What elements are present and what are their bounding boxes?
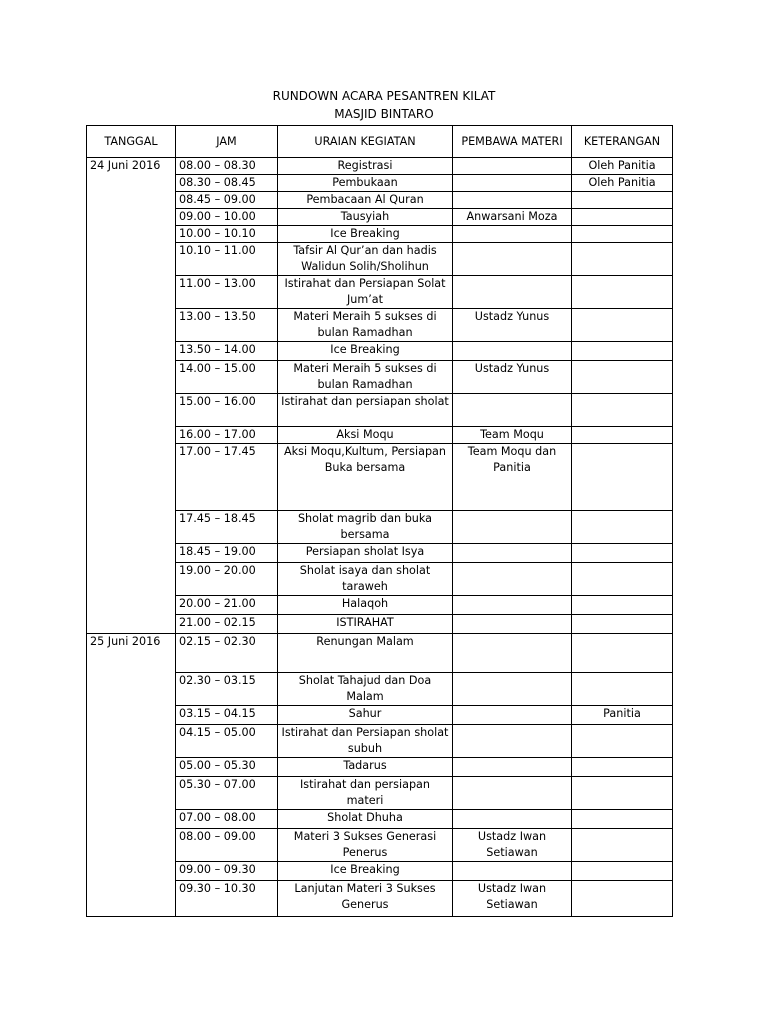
note-cell: Oleh Panitia — [572, 158, 673, 175]
presenter-cell: Ustadz Yunus — [453, 309, 572, 342]
presenter-cell: Ustadz Iwan Setiawan — [453, 881, 572, 917]
note-cell — [572, 615, 673, 634]
table-row — [87, 634, 673, 673]
activity-cell: Materi 3 Sukses Generasi Penerus — [278, 829, 453, 862]
header-time: JAM — [176, 126, 278, 158]
document-subtitle: MASJID BINTARO — [334, 107, 434, 121]
time-cell: 20.00 – 21.00 — [176, 596, 278, 615]
presenter-cell — [453, 777, 572, 810]
time-cell: 10.10 – 11.00 — [176, 243, 278, 276]
presenter-cell — [453, 394, 572, 427]
note-cell — [572, 725, 673, 758]
activity-cell: Tausyiah — [278, 209, 453, 226]
activity-cell: Pembukaan — [278, 175, 453, 192]
presenter-cell — [453, 511, 572, 544]
activity-cell: Halaqoh — [278, 596, 453, 615]
time-cell: 09.00 – 09.30 — [176, 862, 278, 881]
time-cell: 03.15 – 04.15 — [176, 706, 278, 725]
note-cell: Panitia — [572, 706, 673, 725]
activity-cell: Sholat Dhuha — [278, 810, 453, 829]
note-cell — [572, 758, 673, 777]
note-cell — [572, 276, 673, 309]
note-cell — [572, 634, 673, 673]
time-cell: 19.00 – 20.00 — [176, 563, 278, 596]
time-cell: 09.30 – 10.30 — [176, 881, 278, 917]
presenter-cell — [453, 563, 572, 596]
presenter-cell — [453, 862, 572, 881]
rundown-table — [86, 125, 673, 917]
note-cell — [572, 209, 673, 226]
time-cell: 02.15 – 02.30 — [176, 634, 278, 673]
activity-cell: Materi Meraih 5 sukses di bulan Ramadhan — [278, 361, 453, 394]
note-cell — [572, 777, 673, 810]
note-cell — [572, 427, 673, 444]
note-cell — [572, 596, 673, 615]
activity-cell: Sholat magrib dan buka bersama — [278, 511, 453, 544]
time-cell: 10.00 – 10.10 — [176, 226, 278, 243]
activity-cell: Ice Breaking — [278, 226, 453, 243]
presenter-cell — [453, 342, 572, 361]
time-cell: 21.00 – 02.15 — [176, 615, 278, 634]
activity-cell: Tadarus — [278, 758, 453, 777]
activity-cell: Renungan Malam — [278, 634, 453, 673]
note-cell — [572, 810, 673, 829]
note-cell — [572, 444, 673, 511]
presenter-cell — [453, 758, 572, 777]
presenter-cell: Anwarsani Moza — [453, 209, 572, 226]
time-cell: 08.00 – 09.00 — [176, 829, 278, 862]
header-presenter: PEMBAWA MATERI — [453, 126, 572, 158]
note-cell — [572, 881, 673, 917]
time-cell: 13.50 – 14.00 — [176, 342, 278, 361]
activity-cell: Ice Breaking — [278, 342, 453, 361]
header-activity: URAIAN KEGIATAN — [278, 126, 453, 158]
activity-cell: ISTIRAHAT — [278, 615, 453, 634]
time-cell: 16.00 – 17.00 — [176, 427, 278, 444]
activity-cell: Sahur — [278, 706, 453, 725]
presenter-cell — [453, 596, 572, 615]
note-cell — [572, 544, 673, 563]
note-cell — [572, 243, 673, 276]
presenter-cell — [453, 810, 572, 829]
activity-cell: Persiapan sholat Isya — [278, 544, 453, 563]
presenter-cell: Ustadz Iwan Setiawan — [453, 829, 572, 862]
activity-cell: Pembacaan Al Quran — [278, 192, 453, 209]
time-cell: 09.00 – 10.00 — [176, 209, 278, 226]
time-cell: 08.00 – 08.30 — [176, 158, 278, 175]
presenter-cell — [453, 192, 572, 209]
time-cell: 14.00 – 15.00 — [176, 361, 278, 394]
activity-cell: Tafsir Al Qur’an dan hadis Walidun Solih/Sholihun — [278, 243, 453, 276]
presenter-cell — [453, 226, 572, 243]
time-cell: 07.00 – 08.00 — [176, 810, 278, 829]
presenter-cell — [453, 175, 572, 192]
activity-cell: Ice Breaking — [278, 862, 453, 881]
presenter-cell — [453, 673, 572, 706]
note-cell — [572, 226, 673, 243]
time-cell: 17.45 – 18.45 — [176, 511, 278, 544]
note-cell — [572, 192, 673, 209]
time-cell: 02.30 – 03.15 — [176, 673, 278, 706]
time-cell: 05.00 – 05.30 — [176, 758, 278, 777]
time-cell: 11.00 – 13.00 — [176, 276, 278, 309]
activity-cell: Aksi Moqu,Kultum, Persiapan Buka bersama — [278, 444, 453, 511]
note-cell: Oleh Panitia — [572, 175, 673, 192]
presenter-cell — [453, 243, 572, 276]
time-cell: 15.00 – 16.00 — [176, 394, 278, 427]
note-cell — [572, 361, 673, 394]
presenter-cell — [453, 544, 572, 563]
presenter-cell: Team Moqu — [453, 427, 572, 444]
activity-cell: Lanjutan Materi 3 Sukses Generus — [278, 881, 453, 917]
note-cell — [572, 829, 673, 862]
time-cell: 13.00 – 13.50 — [176, 309, 278, 342]
presenter-cell — [453, 158, 572, 175]
presenter-cell: Team Moqu dan Panitia — [453, 444, 572, 511]
header-date: TANGGAL — [87, 126, 176, 158]
activity-cell: Istirahat dan Persiapan Solat Jum’at — [278, 276, 453, 309]
activity-cell: Istirahat dan persiapan materi — [278, 777, 453, 810]
presenter-cell — [453, 706, 572, 725]
activity-cell: Registrasi — [278, 158, 453, 175]
note-cell — [572, 511, 673, 544]
activity-cell: Sholat Tahajud dan Doa Malam — [278, 673, 453, 706]
note-cell — [572, 394, 673, 427]
header-note: KETERANGAN — [572, 126, 673, 158]
time-cell: 05.30 – 07.00 — [176, 777, 278, 810]
activity-cell: Istirahat dan persiapan sholat — [278, 394, 453, 427]
presenter-cell — [453, 634, 572, 673]
note-cell — [572, 862, 673, 881]
presenter-cell — [453, 615, 572, 634]
table-row — [87, 158, 673, 175]
presenter-cell: Ustadz Yunus — [453, 361, 572, 394]
time-cell: 17.00 – 17.45 — [176, 444, 278, 511]
presenter-cell — [453, 725, 572, 758]
time-cell: 04.15 – 05.00 — [176, 725, 278, 758]
note-cell — [572, 563, 673, 596]
note-cell — [572, 309, 673, 342]
activity-cell: Istirahat dan Persiapan sholat subuh — [278, 725, 453, 758]
activity-cell: Sholat isaya dan sholat taraweh — [278, 563, 453, 596]
date-cell: 24 Juni 2016 — [87, 158, 176, 634]
time-cell: 08.45 – 09.00 — [176, 192, 278, 209]
time-cell: 08.30 – 08.45 — [176, 175, 278, 192]
activity-cell: Aksi Moqu — [278, 427, 453, 444]
activity-cell: Materi Meraih 5 sukses di bulan Ramadhan — [278, 309, 453, 342]
document-title: RUNDOWN ACARA PESANTREN KILAT — [272, 89, 496, 103]
presenter-cell — [453, 276, 572, 309]
note-cell — [572, 342, 673, 361]
time-cell: 18.45 – 19.00 — [176, 544, 278, 563]
table-header-row — [87, 126, 673, 158]
date-cell: 25 Juni 2016 — [87, 634, 176, 917]
note-cell — [572, 673, 673, 706]
